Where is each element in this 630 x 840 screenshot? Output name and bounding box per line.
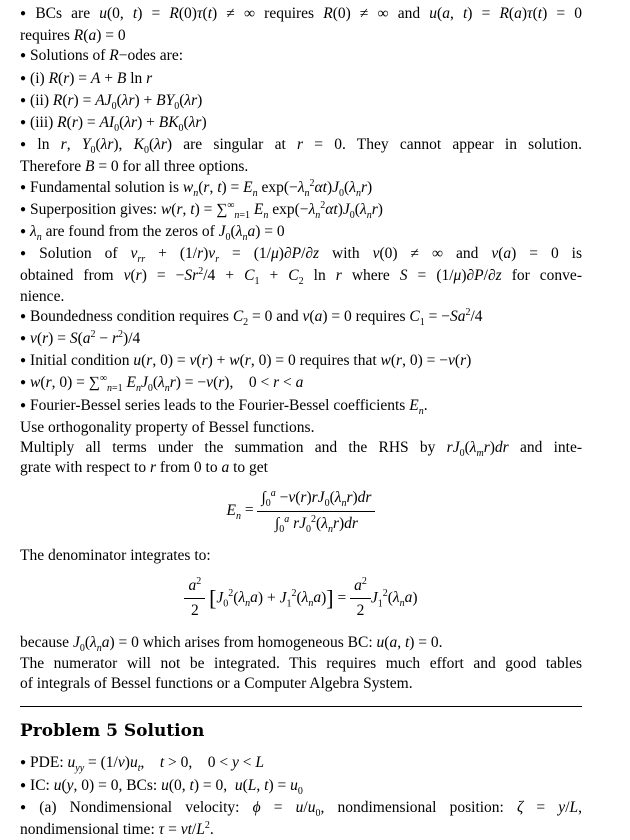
- line-content: $v(r) = S(a^2 - r^2)/4$: [30, 328, 141, 348]
- line-content: $\lambda_n$ are found from the zeros of $J_0(\lambda_na) = 0$: [30, 223, 285, 244]
- line-content: ln r, $Y_0(\lambda r)$, $K_0(\lambda r)$ are singular at r = 0. They cannot appear in solution.: [37, 136, 582, 157]
- bullet-icon: ●: [20, 399, 27, 411]
- bullet-icon: ●: [20, 377, 27, 389]
- text-line-boundedness: [20, 307, 582, 329]
- line-content: BCs are u(0, t) = R(0)τ(t) ≠ ∞ requires R(0) ≠ ∞ and u(a, t) = R(a)τ(t) = 0: [35, 5, 582, 22]
- denominator-text: The denominator integrates to:: [20, 546, 211, 564]
- derivation-part2: [20, 633, 582, 694]
- line-content: Multiply all terms under the summation and the RHS by $rJ_0(\lambda_mr)dr$ and inte-: [20, 439, 582, 460]
- text-line-sol-i: [20, 69, 582, 91]
- line-content: Fourier-Bessel series leads to the Fourier-Bessel coefficients $E_n$.: [30, 396, 428, 417]
- bullet-icon: ●: [20, 72, 27, 84]
- text-line-singular-cont: [20, 157, 582, 177]
- text-line-sol-iii: [20, 113, 582, 135]
- text-line-pde: [20, 753, 582, 775]
- text-line-multiply-cont: [20, 458, 582, 478]
- line-content: Fundamental solution is $w_n(r$, $t) = E_n$ $\exp(-\lambda_n^2\alpha t)J_0(\lambda_nr)$: [30, 177, 373, 199]
- line-content: (ii) $R(r) = AJ_0(\lambda r) + BY_0(\lambda r)$: [30, 91, 203, 112]
- equation-En-fraction: [257, 488, 375, 533]
- bullet-icon: ●: [20, 333, 27, 345]
- text-line-bcs: [20, 4, 582, 26]
- text-line-w-series: [20, 373, 582, 395]
- text-line-steady: [20, 244, 582, 266]
- line-content: Superposition gives: w(r, $t) = \sum^\infty_{n=1}$ $E_n$ $\exp(-\lambda_n^2\alpha t)J_0(\lambda_nr)$: [30, 199, 383, 221]
- text-line-orthogonality: [20, 418, 582, 438]
- line-content: Use orthogonality property of Bessel functions.: [20, 418, 315, 436]
- text-line-singular: [20, 135, 582, 157]
- bullet-icon: ●: [20, 310, 27, 322]
- text-line-steady-cont: [20, 266, 582, 286]
- equation-denominator: $\frac{a^2}{2}$ $[J_0^2(\lambda_na) + J_1^2(\lambda_na)]$ = $\frac{a^2}{2}$ $J_1^2(\lambda_na)$: [20, 576, 582, 621]
- document-page: [20, 4, 582, 840]
- text-line-numerator-cont: [20, 674, 582, 694]
- text-line-nondim: [20, 798, 582, 820]
- text-line-multiply: [20, 438, 582, 458]
- bullet-icon: ●: [20, 181, 27, 193]
- line-content: nondimensional time: $\tau = \nu t/L^2$.: [20, 819, 214, 838]
- bullet-icon: ●: [20, 779, 27, 791]
- line-content: Initial condition u(r, 0) = v(r) + w(r, 0) = 0 requires that w(r, 0) = −v(r): [30, 352, 472, 370]
- bullet-icon: ●: [20, 757, 27, 769]
- section-divider: [20, 706, 582, 707]
- text-line-steady-cont2: [20, 287, 582, 307]
- line-content: Therefore B = 0 for all three options.: [20, 158, 249, 176]
- text-line-initial: [20, 351, 582, 373]
- bullet-icon: ●: [20, 94, 27, 106]
- text-line-bcs-cont: [20, 26, 582, 46]
- text-line-fundamental: [20, 178, 582, 200]
- bullet-icon: ●: [20, 801, 36, 813]
- line-content: (i) R(r) = A + B ln r: [30, 69, 153, 87]
- bullet-icon: ●: [20, 50, 27, 62]
- line-content: (a) Nondimensional velocity: $\phi = u/u_0$, nondimensional position: ζ = y/L,: [39, 798, 582, 819]
- line-content: Solution of $v_{rr} + (1/r)v_r = (1/\mu)\partial P/\partial z$ with v(0) ≠ ∞ and v(a) = 0 is: [39, 245, 583, 266]
- text-line-fourier-bessel: [20, 396, 582, 418]
- line-content: Solutions of R−odes are:: [30, 47, 184, 65]
- equation-En-numerator: $\int_0^a -v(r)rJ_0(\lambda_nr)dr$: [257, 488, 375, 511]
- equation-En: [20, 488, 582, 533]
- line-content: Boundedness condition requires $C_2 = 0$ and v(a) = 0 requires $C_1 = -Sa^2/4$: [30, 306, 483, 328]
- text-line-solutions-header: [20, 46, 582, 68]
- line-content: w(r, $0) = \sum^\infty_{n=1}$ $E_nJ_0(\lambda_nr) = -v(r)$, 0 < r < a: [30, 373, 304, 395]
- line-content: because $J_0(\lambda_na) = 0$ which arises from homogeneous BC: u(a, t) = 0.: [20, 634, 443, 655]
- equation-En-lhs: $E_n$ =: [226, 501, 254, 522]
- problem5-body: [20, 753, 582, 840]
- bullet-icon: ●: [20, 248, 36, 260]
- bullet-icon: ●: [20, 8, 32, 19]
- line-content: requires R(a) = 0: [20, 27, 126, 45]
- equation-En-denominator: $\int_0^a$ $rJ_0^2(\lambda_nr)dr$: [275, 513, 358, 535]
- line-content: nience.: [20, 287, 65, 305]
- bullet-icon: ●: [20, 355, 27, 367]
- bullet-icon: ●: [20, 226, 27, 238]
- line-content: PDE: $u_{yy} = (1/\nu)u_t$, t > 0, 0 < y < L: [30, 754, 265, 775]
- line-content: obtained from $v(r) = -Sr^2/4 + C_1 + C_2$ ln r where S = (1/μ)∂P/∂z for conve-: [20, 266, 582, 288]
- text-line-because: [20, 633, 582, 653]
- text-line-superposition: [20, 200, 582, 222]
- text-line-numerator: [20, 654, 582, 674]
- line-content: IC: u(y, 0) = 0, BCs: u(0, t) = 0, u(L, $t) = u_0$: [30, 776, 303, 797]
- line-content: The numerator will not be integrated. This requires much effort and good tables: [20, 654, 582, 672]
- bullet-icon: ●: [20, 139, 34, 151]
- bullet-icon: ●: [20, 117, 27, 129]
- problem5-title: Problem 5 Solution: [20, 721, 205, 742]
- derivation-part1: [20, 4, 582, 478]
- text-line-sol-ii: [20, 91, 582, 113]
- text-line-ic-bcs: [20, 776, 582, 798]
- text-line-lambda-zeros: [20, 222, 582, 244]
- line-content: of integrals of Bessel functions or a Computer Algebra System.: [20, 674, 413, 692]
- text-line-v-result: [20, 329, 582, 351]
- line-content: grate with respect to r from 0 to a to get: [20, 459, 268, 477]
- line-content: (iii) $R(r) = AI_0(\lambda r) + BK_0(\lambda r)$: [30, 114, 207, 135]
- bullet-icon: ●: [20, 203, 27, 215]
